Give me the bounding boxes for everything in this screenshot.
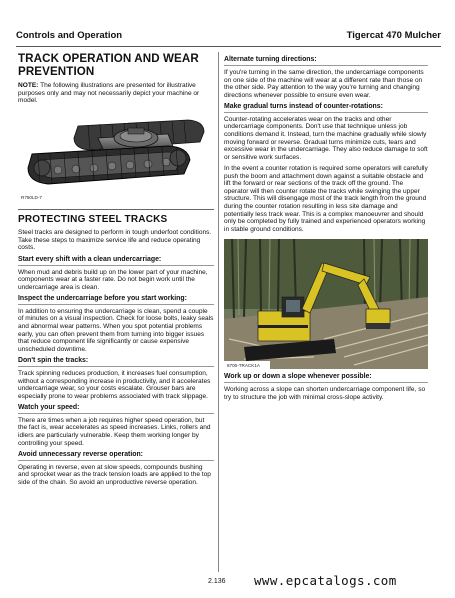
- paragraph-clean: When mud and debris build up on the lower part of your machine, components wear at a faster rate. Do not begin work until the undercarriage area is clean.: [18, 268, 208, 291]
- paragraph-reverse: Operating in reverse, even at slow speeds, compounds bushing and sprocket wear as the track tension loads are applied to the top side of the chain. So avoid an unproductive reverse operation.: [18, 463, 211, 486]
- title-line-1: TRACK OPERATION AND WEAR: [18, 52, 199, 65]
- paragraph-alternate: If you're turning in the same direction, the undercarriage components on one side of the machine will wear at a different rate than those on the other side. Pay attention to the way you're turning and changing directions whenever possible to ensure even wear.: [224, 69, 424, 99]
- mulcher-on-slope-image: [224, 239, 428, 369]
- subhead-reverse: Avoid unnecessary reverse operation:: [18, 451, 214, 461]
- note-label: NOTE:: [18, 82, 39, 89]
- right-column: [224, 53, 428, 405]
- page-header: [16, 30, 441, 47]
- column-divider: [218, 52, 219, 572]
- subhead-speed: Watch your speed:: [18, 404, 214, 414]
- subhead-gradual: Make gradual turns instead of counter-rotations:: [224, 103, 428, 113]
- left-column: [18, 53, 214, 490]
- subhead-alternate: Alternate turning directions:: [224, 56, 428, 66]
- section-rule: [18, 209, 214, 210]
- section-header: Controls and Operation: [16, 30, 123, 41]
- note-text: The following illustrations are presented for illustrative purposes only and may not necessarily depict your machine or model.: [18, 82, 200, 105]
- subhead-slope: Work up or down a slope whenever possible:: [224, 373, 428, 383]
- title-line-2: PREVENTION: [18, 64, 95, 78]
- figure-1-caption: R750LD-7: [21, 195, 42, 201]
- model-header: Tigercat 470 Mulcher: [346, 30, 441, 41]
- note: [18, 82, 214, 105]
- figure-2-caption: 8700-TRACK1A: [227, 363, 260, 369]
- intro-paragraph: Steel tracks are designed to perform in tough underfoot conditions. Take these steps to maximize service life and reduce operating costs.: [18, 229, 212, 252]
- paragraph-gradual: Counter-rotating accelerates wear on the tracks and other undercarriage components. Don't use that technique unless job conditions demand it. Instead, turn the machine gradually while slowly moving forward or reverse. Gradual turns minimize cuts, tears and excessive wear in the undercarriage. They also reduce damage to soft or sensitive work surfaces.: [224, 115, 428, 161]
- paragraph-inspect: In addition to ensuring the undercarriage is clean, spend a couple of minutes on a visual inspection. Check for loose bolts, leaky seals and abnormal wear patterns. When you spot potential problems early, you can often prevent them from turning into bigger issues that reduce component life significantly or cause expensive unscheduled downtime.: [18, 307, 214, 353]
- paragraph-slope: Working across a slope can shorten undercarriage component life, so try to structure the job with minimal cross-slope activity.: [224, 386, 426, 401]
- paragraph-spin: Track spinning reduces production, it increases fuel consumption, without a corresponding increase in productivity, and it accelerates undercarriage wear, so your costs escalate. Grouser bars are especially prone to wear problems associated with track slippage.: [18, 369, 211, 400]
- paragraph-speed: There are times when a job requires higher speed operation, but the fact is, wear accelerates as speed increases. Links, rollers and idlers are particularly vulnerable. Keep them working longer by controlling your speed.: [18, 416, 211, 447]
- page-title: [18, 53, 214, 78]
- page-number: 2.136: [208, 578, 226, 585]
- undercarriage-illustration: [18, 108, 214, 201]
- mulcher-photo: [224, 239, 428, 369]
- watermark-url: www.epcatalogs.com: [254, 573, 397, 588]
- undercarriage-figure: [18, 108, 214, 201]
- subhead-spin: Don't spin the tracks:: [18, 357, 214, 367]
- section-title: PROTECTING STEEL TRACKS: [18, 214, 168, 226]
- subhead-inspect: Inspect the undercarriage before you start working:: [18, 295, 214, 305]
- paragraph-counter-rotation: In the event a counter rotation is required some operators will carefully push the boom and attachment down against a suitable obstacle and lift the forward or rear sections of the track off the ground. The operator will then counter rotate the tracks while swinging the upper structure. This will disengage most of the track length from the ground during the counter rotation resulting in less site damage and potentially less track wear. This is a complex manoeuvrer and should only be completed by fully trained and experienced operators working in stable ground conditions.: [224, 164, 428, 233]
- subhead-clean: Start every shift with a clean undercarriage:: [18, 256, 214, 266]
